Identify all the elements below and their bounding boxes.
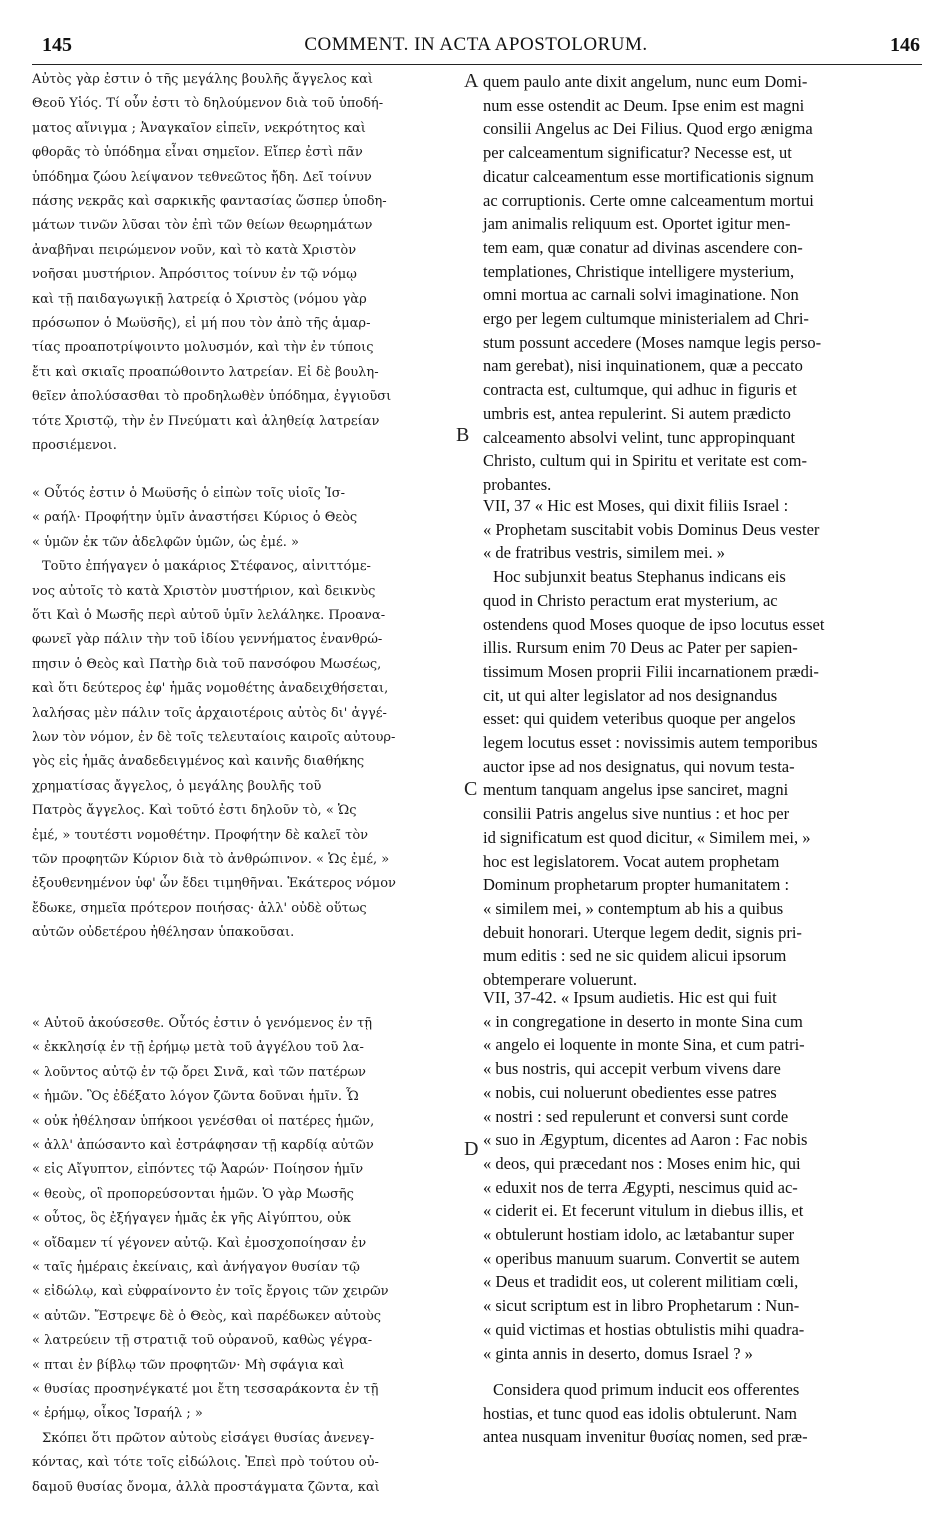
text-line: φθορᾶς τὸ ὑπόδημα εἶναι σημεῖον. Εἴπερ ἐστὶ πᾶν: [32, 145, 363, 161]
text-line: αὐτῶν οὐδετέρου ἠθέλησαν ὑπακοῦσαι.: [32, 925, 295, 941]
running-title: COMMENT. IN ACTA APOSTOLORUM.: [304, 34, 648, 55]
text-line: « ὑμῶν ἐκ τῶν ἀδελφῶν ὑμῶν, ὡς ἐμέ. »: [32, 534, 299, 550]
text-line: Christo, cultum qui in Spiritu et veritate est com-: [483, 451, 807, 471]
text-line: « nobis, cui noluerunt obedientes esse patres: [483, 1082, 777, 1102]
text-line: ac corruptionis. Certe omne calceamentum mortui: [483, 190, 814, 210]
text-line: « ciderit ei. Et fecerunt vitulum in diebus illis, et: [483, 1201, 804, 1221]
text-line: « Deus et tradidit eos, ut colerent militiam cœli,: [483, 1272, 799, 1292]
text-line: « οὐκ ἠθέλησαν ὑπήκοοι γενέσθαι οἱ πατέρες ἡμῶν,: [32, 1113, 375, 1129]
margin-marker-d: D: [464, 1138, 479, 1160]
text-line: ergo per legem cultumque ministerialem ad Chri-: [483, 309, 809, 328]
text-line: κόντας, καὶ τότε τοῖς εἰδώλοις. Ἐπεὶ πρὸ τούτου οὐ-: [32, 1455, 379, 1471]
text-line: omni mortua ac carnali solvi imaginatione. Non: [483, 285, 799, 305]
text-line: « bus nostris, qui accepit verbum vivens dare: [483, 1059, 781, 1079]
text-line: hostias, et tunc quod eas idolis obtulerunt. Nam: [483, 1403, 797, 1423]
text-line: « de fratribus vestris, similem mei. »: [483, 543, 725, 563]
text-line: « eduxit nos de terra Ægypti, nescimus quid ac-: [483, 1177, 798, 1197]
text-line: consilii Patris angelus sive nuntius : et hoc per: [483, 804, 790, 824]
text-line: « in congregatione in deserto in monte Sina cum: [483, 1011, 803, 1031]
text-line: τίας προαποτρίψοιντο μολυσμόν, καὶ τὴν ἐν τύποις: [32, 340, 374, 356]
text-line: jam animalis reliquum est. Oportet igitur men-: [483, 214, 791, 234]
text-line: probantes.: [483, 474, 552, 494]
text-line: Πατρὸς ἄγγελος. Καὶ τοῦτό ἐστι δηλοῦν τὸ, « Ὡς: [32, 803, 357, 819]
text-line: Σκόπει ὅτι πρῶτον αὐτοὺς εἰσάγει θυσίας ἀνενεγ-: [42, 1430, 375, 1446]
text-line: προσιέμενοι.: [32, 438, 117, 453]
text-line: χρηματίσας ἄγγελος, ὁ μεγάλης βουλῆς τοῦ: [32, 778, 322, 794]
text-line: calceamento absolvi velint, tunc appropinquant: [483, 427, 796, 447]
page-number-right: 146: [890, 34, 920, 56]
text-line: Hoc subjunxit beatus Stephanus indicans eis: [493, 567, 786, 587]
text-line: ἐμέ, » τουτέστι νομοθέτην. Προφήτην δὲ καλεῖ τὸν: [32, 827, 369, 843]
text-line: λων τὸν νόμον, ἐν δὲ τοῖς τελευταίοις καιροῖς αὐτουρ-: [32, 730, 396, 745]
text-line: « ραήλ· Προφήτην ὑμῖν ἀναστήσει Κύριος ὁ Θεὸς: [32, 510, 358, 526]
text-line: « εἰς Αἴγυπτον, εἰπόντες τῷ Ἀαρών· Ποίησον ἡμῖν: [32, 1162, 364, 1178]
text-line: ἔδωκε, σημεῖα πρότερον ποιήσας· ἀλλ' οὐδὲ οὕτως: [32, 900, 367, 916]
text-line: hoc est legislatorem. Vocat autem prophetam: [483, 851, 780, 871]
text-line: quod in Christo peractum erat mysterium, ac: [483, 590, 778, 610]
text-line: πάσης νεκρᾶς καὶ σαρκικῆς φαντασίας ὥσπερ ὑποδη-: [32, 194, 387, 209]
text-line: « λατρεύειν τῇ στρατιᾷ τοῦ οὐρανοῦ, καθὼς γέγρα-: [32, 1333, 373, 1349]
text-line: mentum tanquam angelus ipse sanciret, magni: [483, 780, 789, 800]
text-line: « πται ἐν βίβλῳ τῶν προφητῶν· Μὴ σφάγια καὶ: [32, 1357, 345, 1373]
page-number-left: 145: [42, 34, 72, 56]
text-line: ὅτι Καὶ ὁ Μωσῆς περὶ αὐτοῦ ὑμῖν λελάληκε. Προανα-: [32, 608, 386, 623]
text-line: cit, ut qui alter legislator ad nos designandus: [483, 685, 778, 705]
text-line: « suo in Ægyptum, dicentes ad Aaron : Fac nobis: [483, 1130, 808, 1150]
text-line: « ginta annis in deserto, domus Israel ? »: [483, 1343, 753, 1363]
text-line: « οἴδαμεν τί γέγονεν αὐτῷ. Καὶ ἐμοσχοποίησαν ἐν: [32, 1235, 367, 1251]
text-line: « ἀλλ' ἀπώσαντο καὶ ἐστράφησαν τῇ καρδίᾳ αὐτῶν: [32, 1138, 374, 1153]
text-line: ὑπόδημα ζώου λείψανον τεθνεῶτος ἤδη. Δεῖ τοίνυν: [32, 169, 372, 185]
text-line: « λοῦντος αὐτῷ ἐν τῷ ὄρει Σινᾶ, καὶ τῶν πατέρων: [32, 1064, 366, 1080]
text-line: illis. Rursum enim 70 Deus ac Pater per sapien-: [483, 638, 798, 658]
text-line: πρόσωπον ὁ Μωϋσῆς), εἰ μή που τὸν ἀπὸ τῆς ἁμαρ-: [32, 316, 371, 331]
text-line: « sicut scriptum est in libro Prophetarum : Nun-: [483, 1296, 800, 1316]
margin-marker-a: A: [464, 70, 479, 92]
text-line: per calceamentum significatur? Necesse est, ut: [483, 143, 792, 163]
text-line: templationes, Christique intelligere mysterium,: [483, 261, 795, 281]
text-line: Considera quod primum inducit eos offerentes: [493, 1380, 800, 1399]
text-line: « ταῖς ἡμέραις ἐκείναις, καὶ ἀνήγαγον θυσίαν τῷ: [32, 1260, 360, 1275]
running-header: [0, 34, 952, 64]
text-line: « operibus manuum suarum. Convertit se autem: [483, 1248, 800, 1268]
text-line: « αὐτῶν. Ἔστρεψε δὲ ὁ Θεὸς, καὶ παρέδωκεν αὐτοὺς: [32, 1308, 382, 1324]
text-line: obtemperare voluerunt.: [483, 970, 637, 989]
text-line: Αὐτὸς γὰρ ἐστιν ὁ τῆς μεγάλης βουλῆς ἄγγελος καὶ: [32, 72, 373, 87]
text-line: tem eam, quæ conatur ad divinas ascendere con-: [483, 237, 803, 257]
text-line: esset: qui quidem veteribus quoque per angelos: [483, 709, 796, 729]
text-line: « Prophetam suscitabit vobis Dominus Deus vester: [483, 519, 820, 539]
text-line: umbris est, antea repulerint. Si autem prædicto: [483, 403, 791, 423]
text-line: μάτων τινῶν λῦσαι τὸν ἐπὶ τῶν θείων θεωρημάτων: [32, 218, 373, 234]
text-line: « θεοὺς, οἳ προπορεύσονται ἡμῶν. Ὁ γὰρ Μωσῆς: [32, 1186, 354, 1202]
text-line: auctor ipse ad nos designatus, qui novum testa-: [483, 756, 795, 776]
text-line: δαμοῦ θυσίας ὄνομα, ἀλλὰ προστάγματα ζῶντα, καὶ: [32, 1479, 380, 1495]
text-line: Τοῦτο ἐπήγαγεν ὁ μακάριος Στέφανος, αἰνιττόμε-: [42, 559, 371, 575]
text-line: contracta est, cultumque, qui adhuc in figuris et: [483, 380, 797, 400]
text-line: καὶ ὅτι δεύτερος ἐφ' ἡμᾶς νομοθέτης ἀναδειχθήσεται,: [32, 681, 389, 697]
text-line: τότε Χριστῷ, τὴν ἐν Πνεύματι καὶ ἀληθείᾳ λατρείαν: [32, 413, 380, 429]
text-line: ἐξουθενημένον ὑφ' ὧν ἔδει τιμηθῆναι. Ἑκάτερος νόμον: [32, 876, 396, 892]
text-line: stum possunt accedere (Moses namque legis perso-: [483, 332, 822, 352]
text-line: « ἡμῶν. Ὃς ἐδέξατο λόγον ζῶντα δοῦναι ἡμῖν. Ὧ: [32, 1089, 359, 1105]
text-line: tissimum Mosen proprii Filii incarnationem prædi-: [483, 661, 819, 681]
text-line: ἔτι καὶ σκιαῖς προαπώθοιντο λατρείαν. Εἰ δὲ βουλη-: [32, 364, 379, 380]
text-line: « angelo ei loquente in monte Sina, et cum patri-: [483, 1035, 805, 1055]
text-line: πησιν ὁ Θεὸς καὶ Πατὴρ διὰ τοῦ πανσόφου Μωσέως,: [32, 656, 382, 672]
text-line: ἀναβῆναι πειρώμενον νοῦν, καὶ τὸ κατὰ Χριστὸν: [32, 242, 357, 258]
text-line: « deos, qui præcedant nos : Moses enim hic, qui: [483, 1153, 801, 1173]
text-line: τῶν προφητῶν Κύριον διὰ τὸ ἀνθρώπινον. « Ὡς ἐμέ, »: [32, 852, 390, 867]
text-line: λαλήσας μὲν πάλιν τοῖς ἀρχαιοτέροις αὐτὸς δι' ἀγγέ-: [32, 705, 387, 721]
text-line: « εἰδώλῳ, καὶ εὐφραίνοντο ἐν τοῖς ἔργοις τῶν χειρῶν: [32, 1284, 389, 1300]
text-line: θεῖεν ἀπολύσασθαι τὸ προδηλωθὲν ὑπόδημα, ἐγγιοῦσι: [32, 389, 392, 405]
text-line: quem paulo ante dixit angelum, nunc eum Domi-: [483, 72, 808, 91]
text-line: debuit honorari. Uterque legem dedit, signis pri-: [483, 922, 802, 942]
text-line: « obtulerunt hostiam idolo, ac lætabantur super: [483, 1225, 795, 1244]
text-line: φωνεῖ γὰρ πάλιν τὴν τοῦ ἰδίου γεννήματος ἐνανθρώ-: [32, 632, 383, 648]
text-line: ostendens quod Moses quoque de ipso locutus esset: [483, 614, 825, 634]
text-line: num esse ostendit ac Deum. Ipse enim est magni: [483, 95, 805, 115]
text-line: « θυσίας προσηνέγκατέ μοι ἔτη τεσσαράκοντα ἐν τῇ: [32, 1382, 379, 1397]
margin-marker-c: C: [464, 778, 478, 800]
text-line: « Αὐτοῦ ἀκούσεσθε. Οὗτός ἐστιν ὁ γενόμενος ἐν τῇ: [32, 1016, 373, 1031]
margin-marker-b: B: [456, 424, 470, 446]
text-line: νοῆσαι μυστήριον. Ἀπρόσιτος τοίνυν ἐν τῷ νόμῳ: [32, 267, 357, 283]
text-line: dicatur calceamentum esse mortificationis signum: [483, 166, 814, 186]
text-line: « οὗτος, ὃς ἐξήγαγεν ἡμᾶς ἐκ γῆς Αἰγύπτου, οὐκ: [32, 1211, 352, 1227]
text-line: consilii Angelus ac Dei Filius. Quod ergo ænigma: [483, 119, 813, 139]
text-line: mum editis : sed ne sic quidem alicui ipsorum: [483, 946, 787, 966]
text-line: « ἐρήμῳ, οἶκος Ἰσραήλ ; »: [32, 1406, 203, 1422]
text-line: « nostri : sed repulerunt et conversi sunt corde: [483, 1106, 789, 1126]
text-line: antea nusquam invenitur θυσίας nomen, sed præ-: [483, 1427, 808, 1447]
text-line: ματος αἴνιγμα ; Ἀναγκαῖον εἰπεῖν, νεκρότητος καὶ: [32, 120, 366, 136]
text-line: νος αὐτοῖς τὸ κατὰ Χριστὸν μυστήριον, καὶ δεικνὺς: [32, 583, 376, 599]
text-line: VII, 37-42. « Ipsum audietis. Hic est qui fuit: [483, 988, 777, 1007]
text-line: γὸς εἰς ἡμᾶς ἀναδεδειγμένος καὶ καινῆς διαθήκης: [32, 754, 365, 770]
text-line: καὶ τῇ παιδαγωγικῇ λατρείᾳ ὁ Χριστὸς (νόμου γὰρ: [32, 291, 367, 307]
header-rule: [32, 64, 922, 65]
text-line: « quid victimas et hostias obtulistis mihi quadra-: [483, 1319, 805, 1339]
text-line: Θεοῦ Υἱός. Τί οὖν ἐστι τὸ δηλούμενον διὰ τοῦ ὑποδή-: [32, 96, 384, 112]
text-line: Dominum prophetarum propter humanitatem :: [483, 875, 790, 895]
text-line: « similem mei, » contemptum ab his a quibus: [483, 898, 784, 918]
text-line: legem locutus esset : novissimis autem temporibus: [483, 733, 818, 752]
text-line: id significatum est quod dicitur, « Similem mei, »: [483, 827, 811, 847]
text-line: VII, 37 « Hic est Moses, qui dixit filiis Israel :: [483, 496, 789, 515]
text-line: nam gerebat), nisi inquinationem, quæ a peccato: [483, 356, 803, 376]
text-line: « Οὗτός ἐστιν ὁ Μωϋσῆς ὁ εἰπὼν τοῖς υἱοῖς Ἰσ-: [32, 486, 345, 501]
text-line: « ἐκκλησίᾳ ἐν τῇ ἐρήμῳ μετὰ τοῦ ἀγγέλου τοῦ λα-: [32, 1040, 364, 1056]
